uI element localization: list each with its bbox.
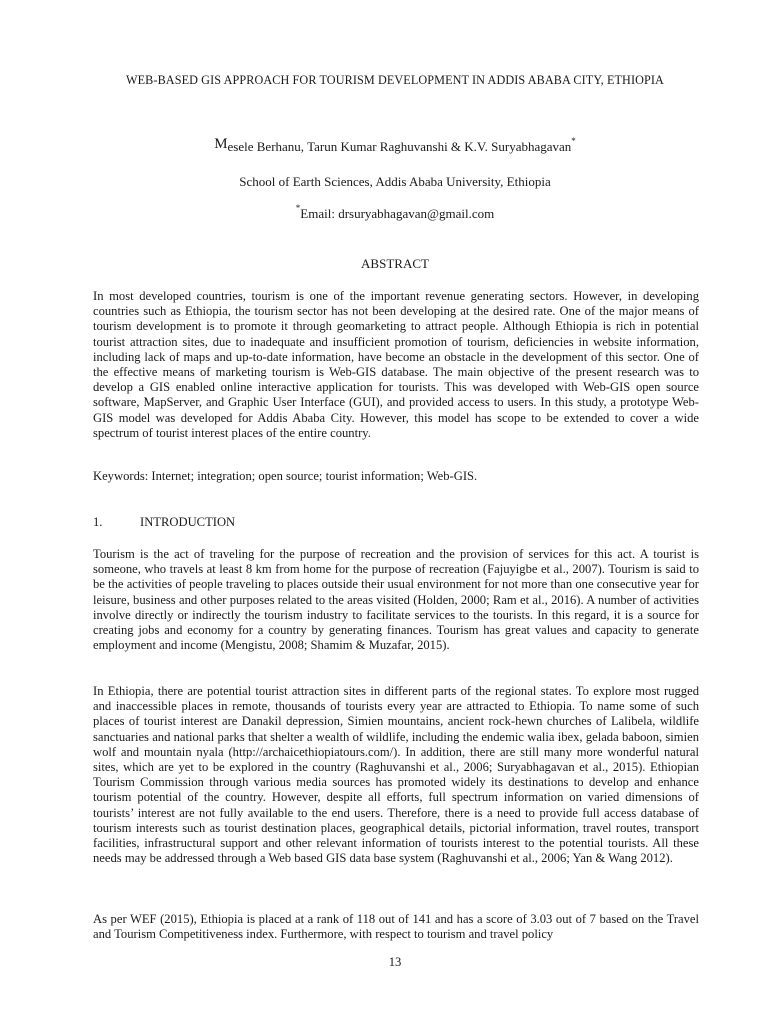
- page-number: 13: [388, 955, 402, 969]
- email-mark: *: [295, 203, 301, 213]
- author-initial: M: [214, 136, 228, 152]
- abstract-body: In most developed countries, tourism is one of the important revenue generating sectors. However, in developing countries such as Ethiopia, the tourism sector has not been developing at the desired rate. One of the major means of tourism development is to promote it through geomarketing to attract people. Although Ethiopia is rich in potential tourist attraction sites, due to inadequate and insufficient promotion of tourism, deficiencies in website information, including lack of maps and up-to-date information, have become an obstacle in the development of this sector. One of the effective means of marketing tourism is Web-GIS database. The main objective of the present research was to develop a GIS enabled online interactive application for tourists. This was developed with Web-GIS open source software, MapServer, and Graphic User Interface (GUI), and provided access to users. In this study, a prototype Web-GIS model was developed for Addis Ababa City. However, this model has scope to be extended to cover a wide spectrum of tourist interest places of the entire country.: [93, 289, 699, 440]
- paragraph: In Ethiopia, there are potential tourist attraction sites in different parts of the regional states. To explore most rugged and inaccessible places in remote, thousands of tourists every year are attracted to Ethiopia. To name some of such places of tourist interest are Danakil depression, Simien mountains, ancient rock-hewn churches of Lalibela, wildlife sanctuaries and national parks that shelter a wealth of wildlife, including the endemic walia ibex, gelada baboon, simien wolf and mountain nyala (http://archaicethiopiatours.com/). In addition, there are still many more wonderful natural sites, which are yet to be explored in the country (Raghuvanshi et al., 2006; Suryabhagavan et al., 2015). Ethiopian Tourism Commission through various media sources has promoted widely its destinations to develop and enhance tourism potential of the country. However, despite all efforts, full spectrum information on varied dimensions of tourists’ interest are not fully available to the end users. Therefore, there is a need to provide full access database of tourism interests such as tourist destination places, geographical details, pictorial information, travel routes, transport facilities, infrastructural support and other relevant information of tourists interest to the potential tourists. All these needs may be addressed through a Web based GIS data base system (Raghuvanshi et al., 2006; Yan & Wang 2012).: [93, 684, 699, 866]
- abstract-heading: ABSTRACT: [361, 256, 429, 271]
- author-names: esele Berhanu, Tarun Kumar Raghuvanshi & K.V. Suryabhagavan: [227, 139, 572, 154]
- author-list: [90, 136, 700, 155]
- section-title: INTRODUCTION: [140, 515, 236, 529]
- affiliation: School of Earth Sciences, Addis Ababa University, Ethiopia: [239, 174, 551, 189]
- paragraph: As per WEF (2015), Ethiopia is placed at a rank of 118 out of 141 and has a score of 3.03 out of 7 based on the Travel and Tourism Competitiveness index. Furthermore, with respect to tourism and travel policy: [93, 912, 699, 942]
- paragraph: Tourism is the act of traveling for the purpose of recreation and the provision of services for this act. A tourist is someone, who travels at least 8 km from home for the purpose of recreation (Fajuyigbe et al., 2007). Tourism is said to be the activities of people traveling to places outside their usual environment for not more than one consecutive year for leisure, business and other purposes related to the areas visited (Holden, 2000; Ram et al., 2016). A number of activities involve directly or indirectly the tourism industry to facilitate services to the tourists. In this regard, it is a source for creating jobs and economy for a country by generating finances. Tourism has great values and capacity to generate employment and income (Mengistu, 2008; Shamim & Muzafar, 2015).: [93, 547, 699, 653]
- section-heading-introduction: [93, 515, 699, 530]
- section-number: 1.: [93, 515, 103, 529]
- corresponding-author-mark: *: [571, 136, 576, 146]
- keywords: Keywords: Internet; integration; open source; tourist information; Web-GIS.: [93, 469, 478, 483]
- contact-email: [90, 203, 700, 222]
- email-text: Email: drsuryabhagavan@gmail.com: [300, 206, 495, 221]
- paper-title: WEB-BASED GIS APPROACH FOR TOURISM DEVELOPMENT IN ADDIS ABABA CITY, ETHIOPIA: [126, 73, 664, 87]
